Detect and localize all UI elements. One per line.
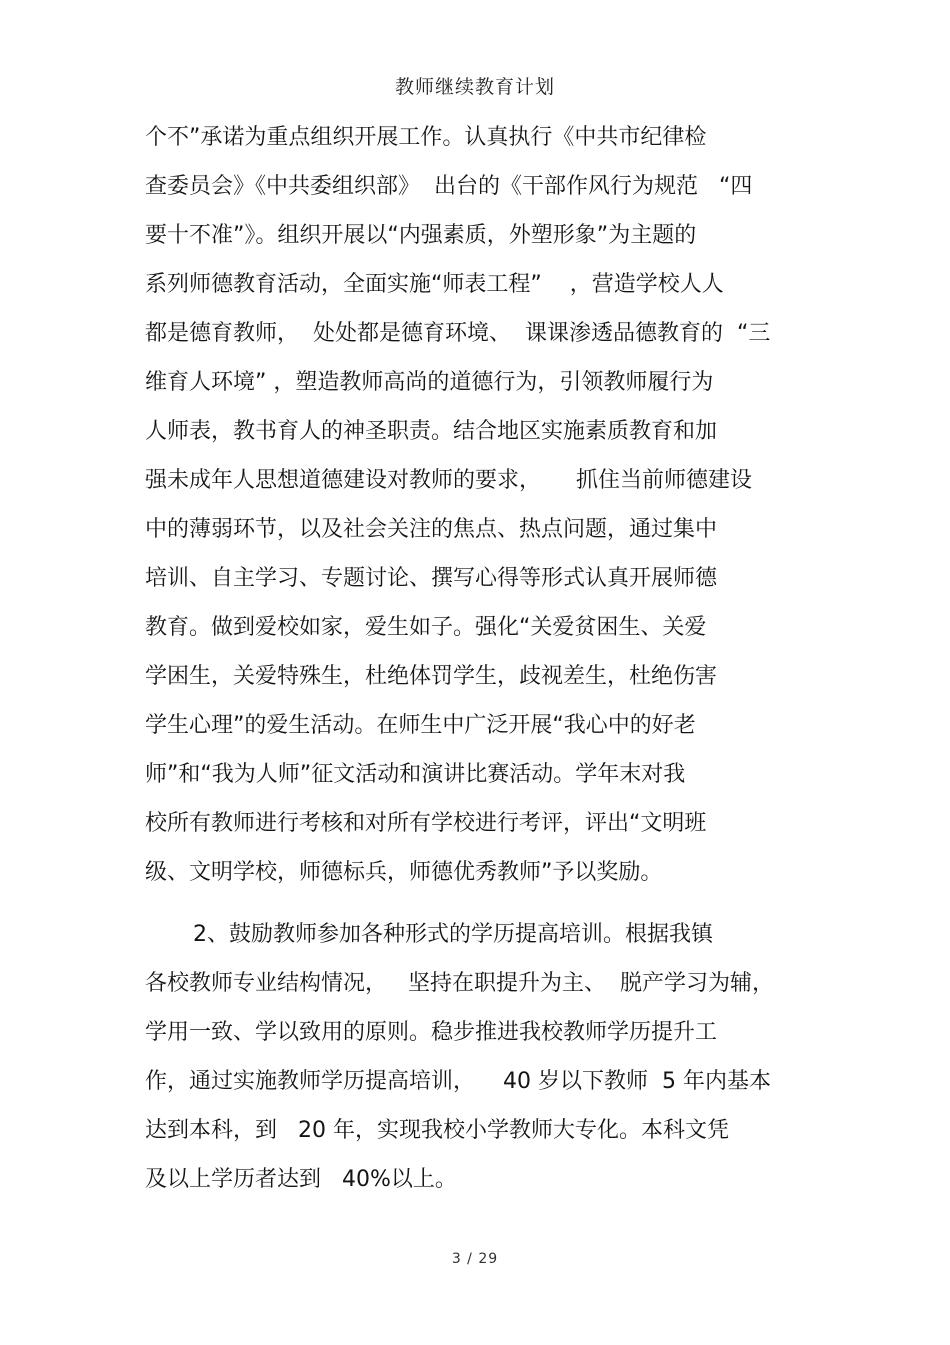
paragraph-line: 系列师德教育活动，全面实施“师表工程” ，营造学校人人 xyxy=(145,272,724,297)
paragraph-line: 个不”承诺为重点组织开展工作。认真执行《中共市纪律检 xyxy=(145,125,707,150)
paragraph-line: 要十不准”》。组织开展以“内强素质，外塑形象”为主题的 xyxy=(145,223,697,248)
page-title: 教师继续教育计划 xyxy=(394,76,555,98)
paragraph-line: 教育。做到爱校如家，爱生如子。强化“关爱贫困生、关爱 xyxy=(145,615,707,640)
paragraph-line: 强未成年人思想道德建设对教师的要求， 抓住当前师德建设 xyxy=(145,468,752,493)
paragraph-line: 学生心理”的爱生活动。在师生中广泛开展“我心中的好老 xyxy=(145,713,696,738)
paragraph-line: 查委员会》《中共委组织部》 出台的《干部作风行为规范 “四 xyxy=(145,174,753,199)
page-number: 3 / 29 xyxy=(451,1251,499,1267)
paragraph-line: 都是德育教师， 处处都是德育环境、 课课渗透品德教育的 “三 xyxy=(145,321,771,346)
paragraph-line: 各校教师专业结构情况， 坚持在职提升为主、 脱产学习为辅， xyxy=(145,971,774,996)
document-body xyxy=(0,118,950,1248)
paragraph-line: 师”和“我为人师”征文活动和演讲比赛活动。学年末对我 xyxy=(145,762,686,787)
paragraph-line: 人师表，教书育人的神圣职责。结合地区实施素质教育和加 xyxy=(145,419,718,444)
paragraph-line: 校所有教师进行考核和对所有学校进行考评，评出“文明班 xyxy=(145,811,707,836)
paragraph-line: 作，通过实施教师学历提高培训， 40 岁以下教师 5 年内基本 xyxy=(145,1069,771,1094)
paragraph-line: 级、文明学校，师德标兵，师德优秀教师”予以奖励。 xyxy=(145,860,663,885)
paragraph-line: 2、鼓励教师参加各种形式的学历提高培训。根据我镇 xyxy=(193,922,713,947)
paragraph-line: 培训、自主学习、专题讨论、撰写心得等形式认真开展师德 xyxy=(145,566,718,591)
paragraph-line: 中的薄弱环节，以及社会关注的焦点、热点问题，通过集中 xyxy=(145,517,718,542)
paragraph-line: 学用一致、学以致用的原则。稳步推进我校教师学历提升工 xyxy=(145,1020,718,1045)
paragraph-line: 达到本科，到 20 年，实现我校小学教师大专化。本科文凭 xyxy=(145,1118,729,1143)
paragraph-line: 学困生，关爱特殊生，杜绝体罚学生，歧视差生，杜绝伤害 xyxy=(145,664,718,689)
paragraph-line: 维育人环境” ，塑造教师高尚的道德行为，引领教师履行为 xyxy=(145,370,714,395)
paragraph-line: 及以上学历者达到 40%以上。 xyxy=(145,1167,457,1192)
